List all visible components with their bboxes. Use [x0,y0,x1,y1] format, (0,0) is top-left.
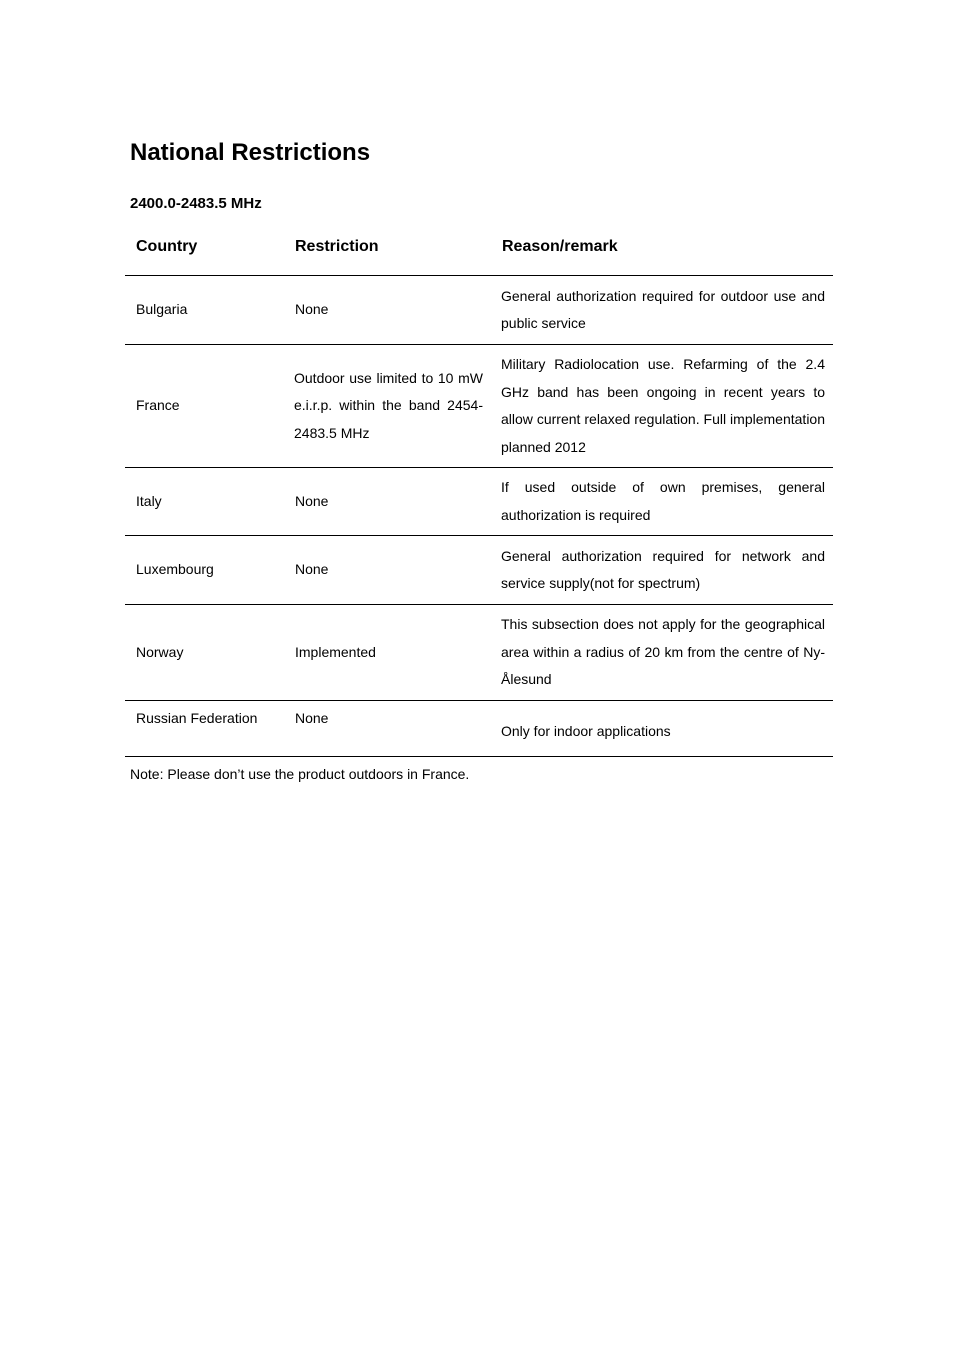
header-restriction: Restriction [291,225,495,276]
reason-cell: General authorization required for outdoor use and public service [495,276,833,345]
country-cell: Norway [125,605,291,701]
restriction-cell: None [291,468,495,536]
country-cell: Bulgaria [125,276,291,345]
table-row [125,701,833,757]
restrictions-table [125,225,833,757]
table-row [125,345,833,468]
reason-cell: General authorization required for network and service supply(not for spectrum) [495,536,833,605]
restriction-cell: Implemented [291,605,495,701]
table-row [125,276,833,345]
restriction-cell: None [291,536,495,605]
country-cell: Russian Federation [125,701,291,757]
country-cell: Luxembourg [125,536,291,605]
country-cell: Italy [125,468,291,536]
table-row [125,605,833,701]
table-header-row [125,225,833,276]
frequency-band-heading: 2400.0-2483.5 MHz [130,195,262,212]
header-country: Country [125,225,291,276]
page-title: National Restrictions [130,139,371,166]
reason-cell: This subsection does not apply for the geographical area within a radius of 20 km from the centre of Ny-Ålesund [495,605,833,701]
footnote: Note: Please don’t use the product outdoors in France. [130,766,470,782]
reason-cell: If used outside of own premises, general authorization is required [495,468,833,536]
reason-cell: Military Radiolocation use. Refarming of the 2.4 GHz band has been ongoing in recent years to allow current relaxed regulation. Full implementation planned 2012 [495,345,833,468]
country-cell: France [125,345,291,468]
table-row [125,536,833,605]
header-reason-remark: Reason/remark [495,225,833,276]
restriction-cell: None [291,701,495,757]
reason-cell: Only for indoor applications [495,701,833,757]
restriction-cell: None [291,276,495,345]
table-row [125,468,833,536]
restriction-cell: Outdoor use limited to 10 mW e.i.r.p. within the band 2454-2483.5 MHz [291,345,495,468]
